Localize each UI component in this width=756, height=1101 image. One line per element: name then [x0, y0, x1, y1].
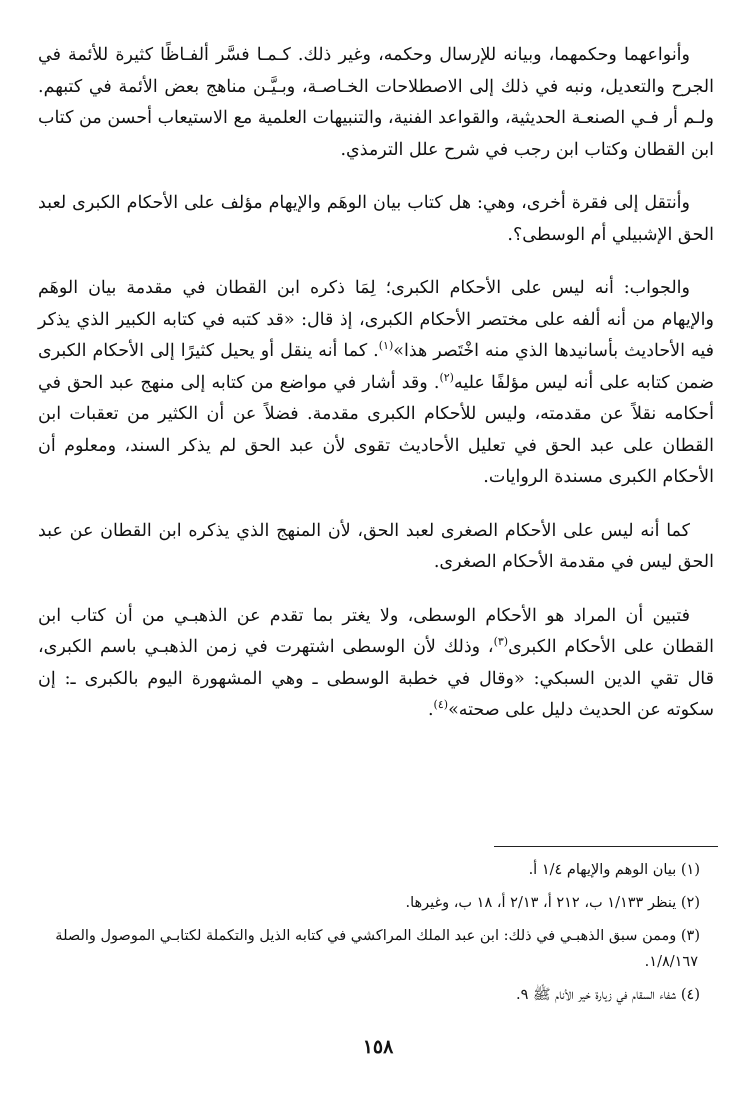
paragraph-4 [38, 516, 714, 579]
footnote-3: (٣) وممن سبق الذهبـي في ذلك: ابن عبد الملك المراكشي في كتابه الذيل والتكملة لكتابـي الموصول والصلة ١/٨/١٦٧. [55, 928, 700, 970]
main-text [38, 40, 714, 749]
paragraph-text: وأنتقل إلى فقرة أخرى، وهي: هل كتاب بيان الوهَم والإيهام مؤلف على الأحكام الكبرى لعبد الحق الإشبيلي أم الوسطى؟. [38, 193, 714, 245]
paragraph-text: فتبين أن المراد هو الأحكام الوسطى، ولا يغتر بما تقدم عن الذهبـي من أن كتاب ابن القطان على الأحكام الكبرى [38, 605, 714, 657]
footnote-marker-1: (١) [378, 339, 394, 353]
paragraph-text: والجواب: أنه ليس على الأحكام الكبرى؛ لِمَا ذكره ابن القطان في مقدمة بيان الوهَم والإيهام من أنه ألفه على مختصر الأحكام الكبرى، إذ قال: «قد كتبه في كتابه الكبير الذي يذكر فيه الأحاديث بأسانيدها الذي منه اخْتَصر هذا» [38, 278, 714, 361]
footnote-marker-3: (٣) [493, 635, 509, 649]
paragraph-3 [38, 273, 714, 494]
paragraph-1 [38, 40, 714, 166]
footnote-2: (٢) ينظر ١/١٣٣ ب، ٢١٢ أ، ٢/١٣ أ، ١٨ ب، وغيرها. [405, 895, 700, 911]
footnote-marker-4: (٤) [433, 698, 449, 712]
footnotes [38, 857, 714, 1015]
footnote-1: (١) بيان الوهم والإيهام ١/٤ أ. [528, 862, 700, 878]
paragraph-text: ، وذلك لأن الوسطى اشتهرت في زمن الذهبـي باسم الكبرى، قال تقي الدين السبكي: «وقال في خطبة الوسطى ـ وهي المشهورة اليوم بالكبرى ـ: إن سكوته عن الحديث دليل على صحته» [38, 637, 714, 720]
paragraph-text: . كما أنه ينقل أو يحيل كثيرًا إلى الأحكام الكبرى ضمن كتابه على أنه ليس مؤلفًا عليه [38, 341, 714, 393]
paragraph-2 [38, 188, 714, 251]
footnote-separator [494, 846, 718, 847]
footnote-4: (٤) شفاء السقام في زيارة خير الأنام ﷺ ٩. [516, 987, 700, 1003]
footnote-marker-2: (٢) [439, 370, 454, 384]
paragraph-text: . [427, 700, 434, 720]
page-number: ١٥٨ [362, 1036, 394, 1058]
paragraph-5 [38, 601, 714, 727]
paragraph-text: وأنواعهما وحكمهما، وبيانه للإرسال وحكمه، وغير ذلك. كـمـا فسَّر ألفـاظًا كثيرة للأئمة في الجرح والتعديل، ونبه في ذلك إلى الاصطلاحات الخـاصـة، وبـيَّـن مناهج بعض الأئمة في كتبهم. ولـم أر فـي الصنعـة الحديثية، والقواعد الفنية، والتنبيهات العلمية مع الاستيعاب أحسن من كتاب ابن القطان وكتاب ابن رجب في شرح علل الترمذي. [38, 45, 714, 160]
paragraph-text: . وقد أشار في مواضع من كتابه إلى منهج عبد الحق في أحكامه نقلاً عن مقدمته، وليس للأحكام الكبرى مقدمة. فضلاً عن أن الكثير من تعقبات ابن القطان على عبد الحق في تعليل الأحاديث تقوى لأن عبد الحق لم يذكر السند، ومعلوم أن الأحكام الكبرى مسندة الروايات. [38, 372, 714, 487]
paragraph-text: كما أنه ليس على الأحكام الصغرى لعبد الحق، لأن المنهج الذي يذكره ابن القطان عن عبد الحق ليس في مقدمة الأحكام الصغرى. [38, 520, 714, 572]
